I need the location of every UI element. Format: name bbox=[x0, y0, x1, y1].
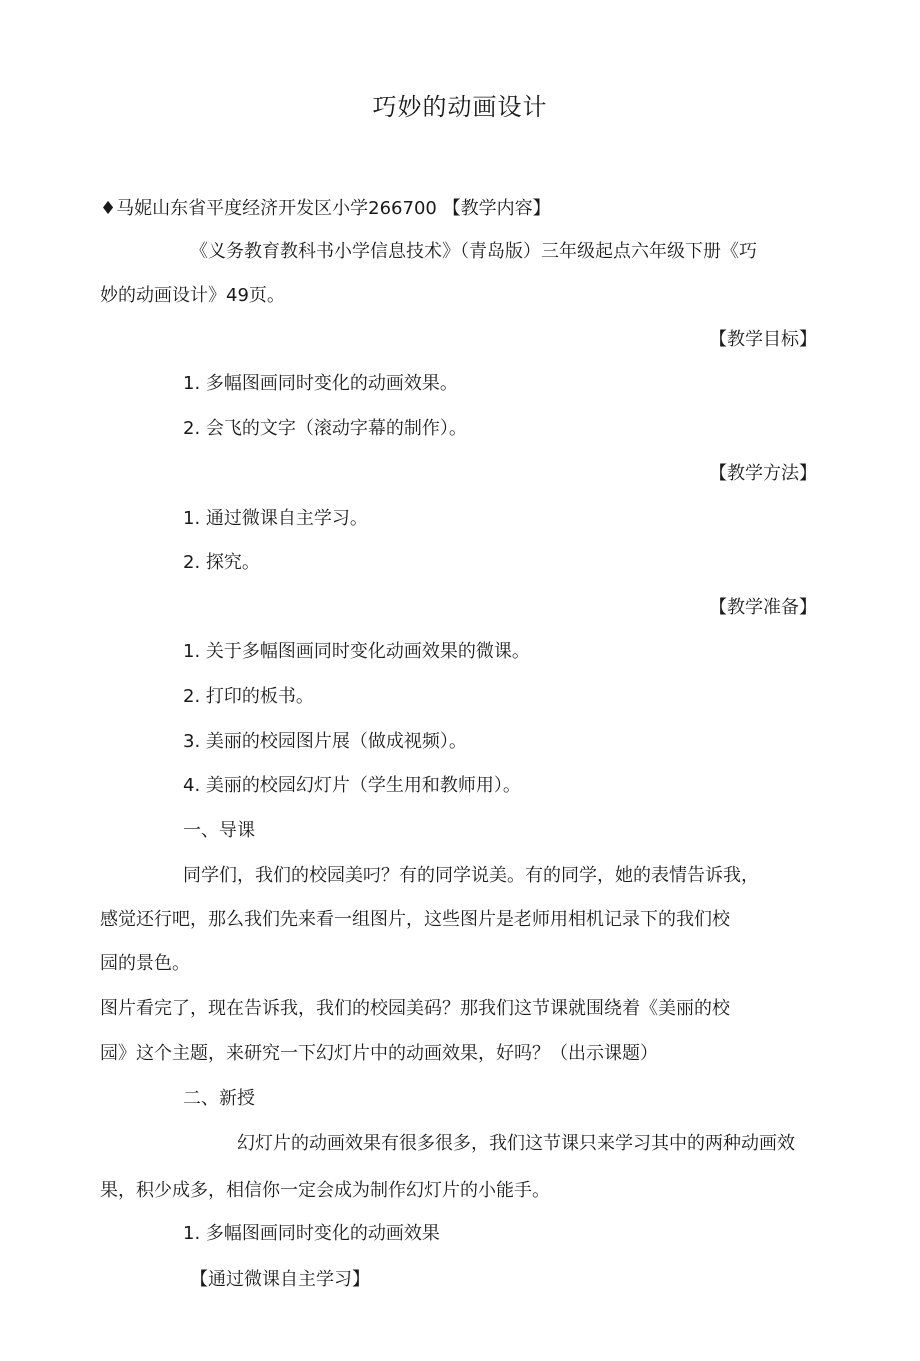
prep-item-4: 4. 美丽的校园幻灯片（学生用和教师用）。 bbox=[183, 775, 521, 796]
intro-paragraph-line-1: 同学们，我们的校园美叼？有的同学说美。有的同学，她的表情告诉我， bbox=[183, 865, 759, 886]
intro-paragraph-line-3: 园的景色。 bbox=[100, 953, 190, 974]
author-line: ♦马妮山东省平度经济开发区小学266700 【教学内容】 bbox=[100, 198, 551, 219]
content-line-2: 妙的动画设计》49页。 bbox=[100, 285, 285, 306]
part-heading-intro: 一、导课 bbox=[183, 820, 255, 841]
new-subheading-1: 【通过微课自主学习】 bbox=[190, 1269, 370, 1290]
section-heading-goals: 【教学目标】 bbox=[709, 329, 817, 350]
method-item-2: 2. 探究。 bbox=[183, 552, 260, 573]
intro-paragraph-line-2: 感觉还行吧，那么我们先来看一组图片，这些图片是老师用相机记录下的我们校 bbox=[100, 909, 730, 930]
new-paragraph-line-1: 幻灯片的动画效果有很多很多，我们这节课只来学习其中的两种动画效 bbox=[237, 1133, 795, 1154]
new-item-1: 1. 多幅图画同时变化的动画效果 bbox=[183, 1223, 440, 1244]
document-title: 巧妙的动画设计 bbox=[372, 93, 548, 121]
prep-item-2: 2. 打印的板书。 bbox=[183, 686, 314, 707]
goal-item-1: 1. 多幅图画同时变化的动画效果。 bbox=[183, 373, 458, 394]
section-heading-preparation: 【教学准备】 bbox=[709, 597, 817, 618]
prep-item-1: 1. 关于多幅图画同时变化动画效果的微课。 bbox=[183, 641, 530, 662]
goal-item-2: 2. 会飞的文字（滚动字幕的制作）。 bbox=[183, 418, 467, 439]
intro-paragraph-line-4: 图片看完了，现在告诉我，我们的校园美码？那我们这节课就围绕着《美丽的校 bbox=[100, 998, 730, 1019]
prep-item-3: 3. 美丽的校园图片展（做成视频）。 bbox=[183, 731, 467, 752]
new-paragraph-line-2: 果，积少成多，相信你一定会成为制作幻灯片的小能手。 bbox=[100, 1180, 550, 1201]
part-heading-new: 二、新授 bbox=[183, 1088, 255, 1109]
content-line-1: 《义务教育教科书小学信息技术》（青岛版）三年级起点六年级下册《巧 bbox=[190, 241, 757, 262]
intro-paragraph-line-5: 园》这个主题，来研究一下幻灯片中的动画效果，好吗？（出示课题） bbox=[100, 1043, 658, 1064]
method-item-1: 1. 通过微课自主学习。 bbox=[183, 508, 368, 529]
section-heading-methods: 【教学方法】 bbox=[709, 463, 817, 484]
